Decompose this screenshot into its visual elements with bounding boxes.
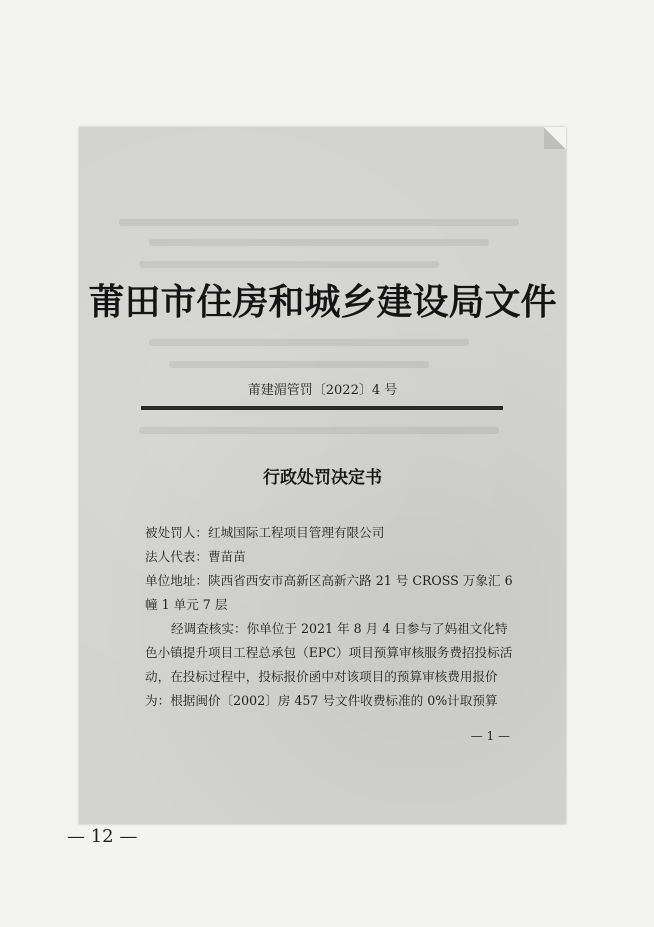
investigation-paragraph: 经调查核实：你单位于 2021 年 8 月 4 日参与了妈祖文化特色小镇提升项目工程总承包（EPC）项目预算审核服务费招投标活动，在投标过程中，投标报价函中对该项目的预算审核费用报价为：根据闽价〔2002〕房 457 号文件收费标准的 0%计取预算 bbox=[145, 621, 513, 708]
bleed-through-text bbox=[139, 261, 439, 268]
penalized-party: 被处罚人：红城国际工程项目管理有限公司 bbox=[145, 525, 385, 540]
bleed-through-text bbox=[139, 427, 499, 434]
bleed-through-text bbox=[169, 361, 429, 368]
folded-corner bbox=[544, 127, 566, 149]
document-title: 莆田市住房和城乡建设局文件 bbox=[88, 281, 557, 323]
red-header-rule bbox=[141, 406, 503, 410]
bleed-through-text bbox=[149, 239, 489, 246]
document-page bbox=[79, 127, 566, 824]
bleed-through-text bbox=[119, 219, 519, 226]
inner-page-number: — 1 — bbox=[470, 729, 510, 743]
unit-address: 单位地址：陕西省西安市高新区高新六路 21 号 CROSS 万象汇 6 幢 1 单元 7 层 bbox=[145, 573, 513, 612]
bleed-through-text bbox=[149, 339, 469, 346]
legal-representative: 法人代表：曹苗苗 bbox=[145, 549, 246, 564]
document-number: 莆建湄管罚〔2022〕4 号 bbox=[247, 383, 398, 398]
outer-page-number: — 12 — bbox=[67, 826, 138, 847]
decision-body bbox=[145, 521, 515, 713]
decision-heading: 行政处罚决定书 bbox=[263, 468, 382, 488]
